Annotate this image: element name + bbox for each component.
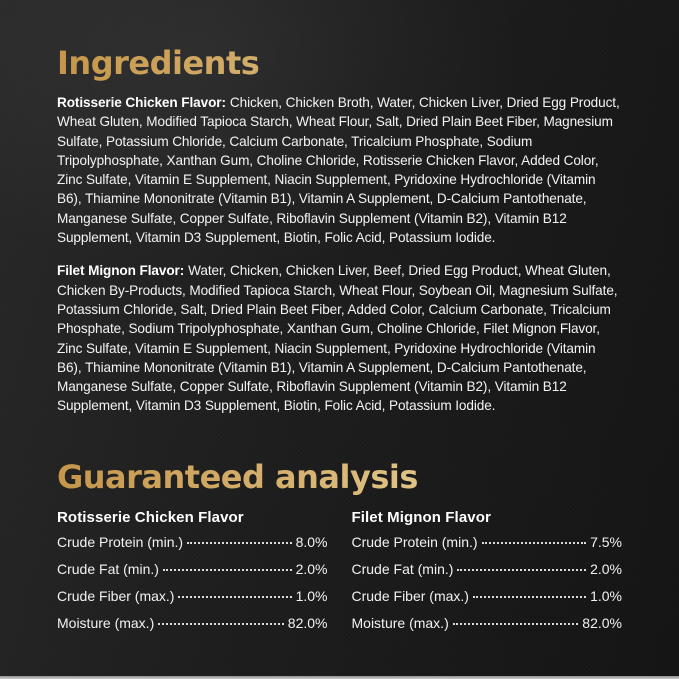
row-value: 7.5% xyxy=(590,534,622,550)
analysis-row-crude-fiber xyxy=(352,588,623,615)
dotted-leader xyxy=(187,542,292,544)
row-value: 1.0% xyxy=(590,588,622,604)
guaranteed-analysis-title: Guaranteed analysis xyxy=(57,458,622,496)
dotted-leader xyxy=(158,623,284,625)
filet-mignon-ingredients-paragraph xyxy=(57,261,623,415)
analysis-columns xyxy=(57,509,622,642)
row-label: Moisture (max.) xyxy=(351,615,449,631)
dotted-leader xyxy=(482,542,587,544)
guaranteed-analysis-section xyxy=(57,458,622,642)
row-label: Crude Fiber (max.) xyxy=(57,588,175,604)
ingredients-title: Ingredients xyxy=(57,44,622,82)
row-label: Moisture (max.) xyxy=(57,615,155,631)
dotted-leader xyxy=(473,596,586,598)
dotted-leader xyxy=(453,623,579,625)
analysis-row-moisture xyxy=(57,615,328,642)
row-value: 2.0% xyxy=(590,561,622,577)
row-value: 82.0% xyxy=(287,615,328,631)
row-label: Crude Protein (min.) xyxy=(57,534,184,550)
filet-mignon-ingredients-text: Water, Chicken, Chicken Liver, Beef, Dried Egg Product, Wheat Gluten, Chicken By-Products, Modified Tapioca Starch, Wheat Flour, Soybean Oil, Magnesium Sulfate, Potassium Chloride, Salt, Dried Plain Beet Fiber, Added Color, Calcium Carbonate, Tricalcium Phosphate, Sodium Tripolyphosphate, Xanthan Gum, Choline Chloride, Filet Mignon Flavor, Zinc Sulfate, Vitamin E Supplement, Niacin Supplement, Pyridoxine Hydrochloride (Vitamin B6), Thiamine Mononitrate (Vitamin B1), Vitamin A Supplement, D-Calcium Pantothenate, Manganese Sulfate, Copper Sulfate, Riboflavin Supplement (Vitamin B2), Vitamin B12 Supplement, Vitamin D3 Supplement, Biotin, Folic Acid, Potassium Iodide. xyxy=(57,263,618,414)
row-value: 1.0% xyxy=(295,588,328,604)
dotted-leader xyxy=(163,569,292,571)
row-label: Crude Protein (min.) xyxy=(351,534,478,550)
row-label: Crude Fat (min.) xyxy=(351,561,454,577)
row-value: 82.0% xyxy=(582,615,622,631)
analysis-column-rotisserie-chicken xyxy=(57,509,328,642)
rotisserie-chicken-ingredients-paragraph xyxy=(57,93,623,247)
filet-mignon-flavor-label: Filet Mignon Flavor: xyxy=(57,263,185,279)
analysis-row-crude-fat xyxy=(352,561,623,588)
analysis-row-crude-fat xyxy=(57,561,328,588)
rotisserie-chicken-ingredients-text: Chicken, Chicken Broth, Water, Chicken Liver, Dried Egg Product, Wheat Gluten, Modified Tapioca Starch, Wheat Flour, Salt, Dried Plain Beet Fiber, Magnesium Sulfate, Potassium Chloride, Calcium Carbonate, Tricalcium Phosphate, Sodium Tripolyphosphate, Xanthan Gum, Choline Chloride, Rotisserie Chicken Flavor, Added Color, Zinc Sulfate, Vitamin E Supplement, Niacin Supplement, Pyridoxine Hydrochloride (Vitamin B6), Thiamine Mononitrate (Vitamin B1), Vitamin A Supplement, D-Calcium Pantothenate, Manganese Sulfate, Copper Sulfate, Riboflavin Supplement (Vitamin B2), Vitamin B12 Supplement, Vitamin D3 Supplement, Biotin, Folic Acid, Potassium Iodide. xyxy=(57,95,620,246)
rotisserie-chicken-flavor-label: Rotisserie Chicken Flavor: xyxy=(57,95,226,110)
analysis-row-moisture xyxy=(352,615,623,642)
analysis-row-crude-fiber xyxy=(57,588,328,615)
ingredients-section xyxy=(57,44,622,416)
analysis-column-filet-mignon xyxy=(352,509,623,642)
analysis-row-crude-protein xyxy=(57,534,328,561)
dotted-leader xyxy=(457,569,586,571)
row-label: Crude Fiber (max.) xyxy=(351,588,469,604)
analysis-column-header: Rotisserie Chicken Flavor xyxy=(57,509,244,526)
row-label: Crude Fat (min.) xyxy=(57,561,159,577)
row-value: 2.0% xyxy=(295,561,328,577)
row-value: 8.0% xyxy=(295,534,328,550)
analysis-column-header: Filet Mignon Flavor xyxy=(351,509,491,526)
dotted-leader xyxy=(178,596,291,598)
analysis-row-crude-protein xyxy=(352,534,623,561)
